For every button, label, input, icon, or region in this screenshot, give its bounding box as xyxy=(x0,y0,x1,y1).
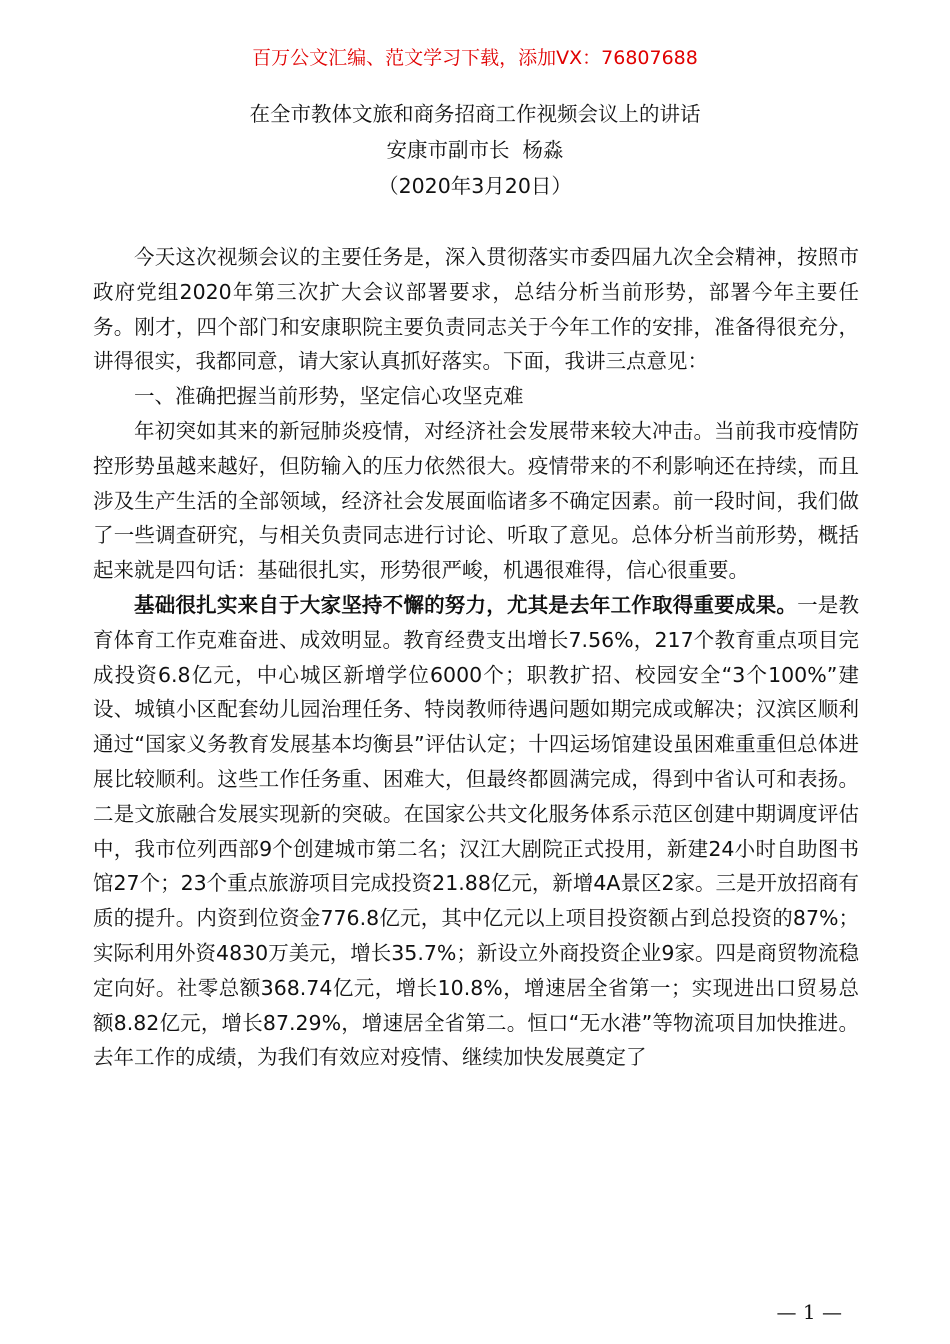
paragraph-achievements xyxy=(93,588,859,1075)
section-heading-1: 一、准确把握当前形势，坚定信心攻坚克难 xyxy=(134,384,524,409)
watermark-text: 百万公文汇编、范文学习下载，添加VX：76807688 xyxy=(252,47,698,69)
page-number: — 1 — xyxy=(776,1300,842,1324)
document-body xyxy=(93,240,859,1075)
paragraph-achievements-text: 一是教育体育工作克难奋进、成效明显。教育经费支出增长7.56%，217个教育重点项目完成投资6.8亿元，中心城区新增学位6000个；职教扩招、校园安全“3个100%”建设、城镇小区配套幼儿园治理任务、特岗教师待遇问题如期完成或解决；汉滨区顺利通过“国家义务教育发展基本均衡县”评估认定；十四运场馆建设虽困难重重但总体进展比较顺利。这些工作任务重、困难大，但最终都圆满完成，得到中省认可和表扬。二是文旅融合发展实现新的突破。在国家公共文化服务体系示范区创建中期调度评估中，我市位列西部9个创建城市第二名；汉江大剧院正式投用，新建24小时自助图书馆27个；23个重点旅游项目完成投资21.88亿元，新增4A景区2家。三是开放招商有质的提升。内资到位资金776.8亿元，其中亿元以上项目投资额占到总投资的87%；实际利用外资4830万美元，增长35.7%；新设立外商投资企业9家。四是商贸物流稳定向好。社零总额368.74亿元，增长10.8%，增速居全省第一；实现进出口贸易总额8.82亿元，增长87.29%，增速居全省第二。恒口“无水港”等物流项目加快推进。去年工作的成绩，为我们有效应对疫情、继续加快发展奠定了 xyxy=(93,592,860,1070)
document-title: 在全市教体文旅和商务招商工作视频会议上的讲话 xyxy=(249,102,701,126)
paragraph-lead-bold: 基础很扎实来自于大家坚持不懈的努力，尤其是去年工作取得重要成果。 xyxy=(134,592,798,617)
paragraph-intro: 今天这次视频会议的主要任务是，深入贯彻落实市委四届九次全会精神，按照市政府党组2020年第三次扩大会议部署要求，总结分析当前形势，部署今年主要任务。刚才，四个部门和安康职院主要负责同志关于今年工作的安排，准备得很充分，讲得很实，我都同意，请大家认真抓好落实。下面，我讲三点意见： xyxy=(93,245,859,374)
date-line: （2020年3月20日） xyxy=(378,174,572,198)
title-block xyxy=(0,96,950,204)
speaker-line: 安康市副市长 杨淼 xyxy=(386,138,564,162)
paragraph-situation: 年初突如其来的新冠肺炎疫情，对经济社会发展带来较大冲击。当前我市疫情防控形势虽越来越好，但防输入的压力依然很大。疫情带来的不利影响还在持续，而且涉及生产生活的全部领域，经济社会发展面临诸多不确定因素。前一段时间，我们做了一些调查研究，与相关负责同志进行讨论、听取了意见。总体分析当前形势，概括起来就是四句话：基础很扎实，形势很严峻，机遇很难得，信心很重要。 xyxy=(93,418,859,583)
